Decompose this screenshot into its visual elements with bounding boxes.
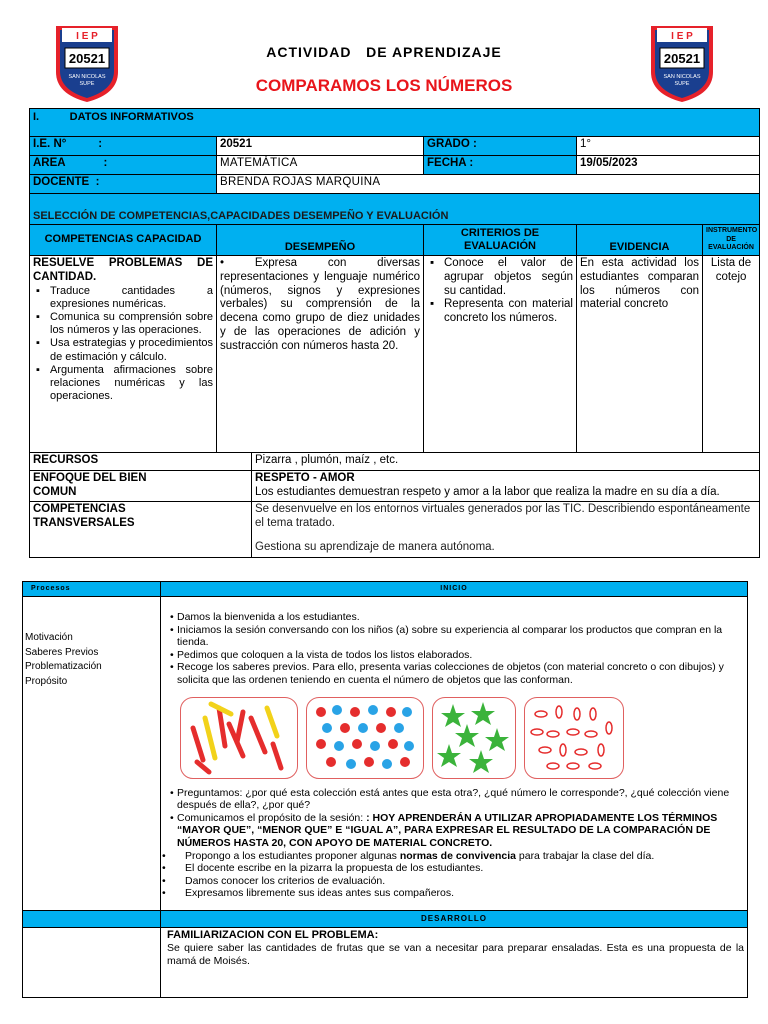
inicio-item: • Iniciamos la sesión conversando con los niños (a) sobre su experiencia al comparar los productos que compran en la tienda. [165,624,744,649]
transversales-label: COMPETENCIAS TRANSVERSALES [30,502,252,558]
enfoque-label: ENFOQUE DEL BIEN COMUN [30,471,252,502]
seleccion-header: SELECCIÓN DE COMPETENCIAS,CAPACIDADES DESEMPEÑO Y EVALUACIÓN [30,194,760,225]
recursos-value: Pizarra , plumón, maíz , etc. [252,453,760,471]
fecha-label: FECHA : [424,156,577,175]
procesos-header: Procesos [23,582,161,597]
ie-value: 20521 [217,137,424,156]
proceso-item: Propósito [25,675,68,687]
recursos-label: RECURSOS [30,453,252,471]
svg-text:SUPE: SUPE [79,81,95,87]
proposito-text: : HOY APRENDERÁN A UTILIZAR APROPIADAMENTE LOS TÉRMINOS “MAYOR QUE”, “MENOR QUE” E “IGUAL A”, PARA EXPRESAR EL RESULTADO DE LA COMPARACIÓN DE NÚMEROS HASTA 20, CON APOYO DE MATERIAL CONCRETO. [177,811,718,849]
desarrollo-header: DESARROLLO [161,911,748,928]
capacidad-item: ▪ Traduce cantidades a expresiones numéricas. [33,285,213,311]
docente-label: DOCENTE : [30,175,217,194]
proposito-item [165,812,744,850]
grado-label: GRADO : [424,137,577,156]
competencia-title: RESUELVE PROBLEMAS DE CANTIDAD. [33,257,213,283]
normas-pre: Propongo a los estudiantes proponer algunas [185,849,400,862]
capacidades-list [33,285,213,404]
enfoque-text: Los estudiantes demuestran respeto y amor a la labor que realiza la madre en su día a día. [255,485,720,498]
familiarizacion-cell [161,928,748,998]
evidencia-text: En esta actividad los estudiantes comparan los números con material concreto [577,256,703,453]
svg-text:I E P: I E P [76,31,98,42]
familiarizacion-text: Se quiere saber las cantidades de frutas que se van a necesitar para preparar ensaladas. Esta es una propuesta de la mamá de Moisés. [167,942,744,967]
transversal-1: Se desenvuelve en los entornos virtuales generados por las TIC. Describiendo espontáneamente el tema tratado. [255,503,751,529]
proposito-intro: Comunicamos el propósito de la sesión: [177,811,367,824]
collection-stars [432,697,516,779]
page-title: ACTIVIDAD DE APRENDIZAJE [266,44,502,60]
competencia-cell [30,256,217,453]
collection-ovals [524,697,624,779]
svg-text:20521: 20521 [68,51,106,66]
desarrollo-left [23,911,161,928]
ie-label: I.E. N° : [30,137,217,156]
svg-text:I E P: I E P [671,31,693,42]
instrumento-text: Lista de cotejo [703,256,760,453]
svg-text:SAN NICOLAS: SAN NICOLAS [663,74,701,80]
svg-text:SUPE: SUPE [674,81,690,87]
inicio-header: INICIO [161,582,748,597]
inicio-list-3 [157,850,744,900]
collections-illustration [180,697,744,779]
enfoque-cell [252,471,760,502]
procesos-list [25,631,102,689]
area-label: AREA : [30,156,217,175]
collection-circles [306,697,424,779]
final-item: • Damos conocer los criterios de evaluación. [157,875,744,888]
inicio-item: • Preguntamos: ¿por qué esta colección está antes que esta otra?, ¿qué número le corresponde?, ¿qué colección viene después de ella?, ¿por qué? [165,787,744,812]
capacidad-item: ▪ Usa estrategias y procedimientos de estimación y cálculo. [33,337,213,363]
desempeno-text: • Expresa con diversas representaciones y lenguaje numérico (números, signos y expresiones verbales) su comprensión de la decena como grupo de diez unidades y de las operaciones de adición y sustracción con números hasta 20. [217,256,424,453]
col-competencias: COMPETENCIAS CAPACIDAD [30,225,217,256]
collection-sticks [180,697,298,779]
criterios-list [427,257,573,326]
svg-text:20521: 20521 [663,51,701,66]
page-subtitle: COMPARAMOS LOS NÚMEROS [255,76,513,95]
fecha-value: 19/05/2023 [577,156,760,175]
inicio-cell [161,597,748,911]
familiarizacion-title: FAMILIARIZACION CON EL PROBLEMA: [167,929,379,941]
enfoque-title: RESPETO - AMOR [255,472,355,484]
criterios-cell [424,256,577,453]
grado-value: 1° [577,137,760,156]
capacidad-item: ▪ Comunica su comprensión sobre los números y las operaciones. [33,311,213,337]
transversales-cell [252,502,760,558]
process-table [22,581,748,998]
area-value: MATEMÁTICA [217,156,424,175]
col-criterios: CRITERIOS DE EVALUACIÓN [424,225,577,256]
col-instrumento: INSTRUMENTO DE EVALUACIÓN [703,225,760,256]
info-table [29,108,760,558]
criterio-item: ▪ Conoce el valor de agrupar objetos según su cantidad. [427,257,573,298]
normas-bold: normas de convivencia [399,849,516,862]
svg-text:SAN NICOLAS: SAN NICOLAS [68,74,106,80]
desarrollo-procesos-cell [23,928,161,998]
inicio-list-2 [165,787,744,850]
capacidad-item: ▪ Argumenta afirmaciones sobre relaciones numéricas y las operaciones. [33,364,213,404]
inicio-item: • Pedimos que coloquen a la vista de todos los listos elaborados. [165,649,744,662]
normas-item [157,850,744,863]
inicio-item: • Recoge los saberes previos. Para ello, presenta varias colecciones de objetos (con material concreto o con dibujos) y solicita que las ordenen teniendo en cuenta el número de objetos que las conforman. [165,661,744,686]
proceso-item: Problematización [25,661,102,672]
transversal-2: Gestiona su aprendizaje de manera autónoma. [255,540,495,553]
criterio-item: ▪ Representa con material concreto los números. [427,298,573,326]
col-desempeno: DESEMPEÑO [217,225,424,256]
inicio-list [165,611,744,687]
final-item: • Expresamos libremente sus ideas antes sus compañeros. [157,887,744,900]
section-datos-informativos: I. DATOS INFORMATIVOS [30,109,760,137]
proceso-item: Saberes Previos [25,646,99,658]
normas-post: para trabajar la clase del día. [515,849,655,862]
inicio-item: • Damos la bienvenida a los estudiantes. [165,611,744,624]
final-item: • El docente escribe en la pizarra la propuesta de los estudiantes. [157,862,744,875]
docente-value: BRENDA ROJAS MARQUINA [217,175,760,194]
proceso-item: Motivación [25,632,73,643]
col-evidencia: EVIDENCIA [577,225,703,256]
